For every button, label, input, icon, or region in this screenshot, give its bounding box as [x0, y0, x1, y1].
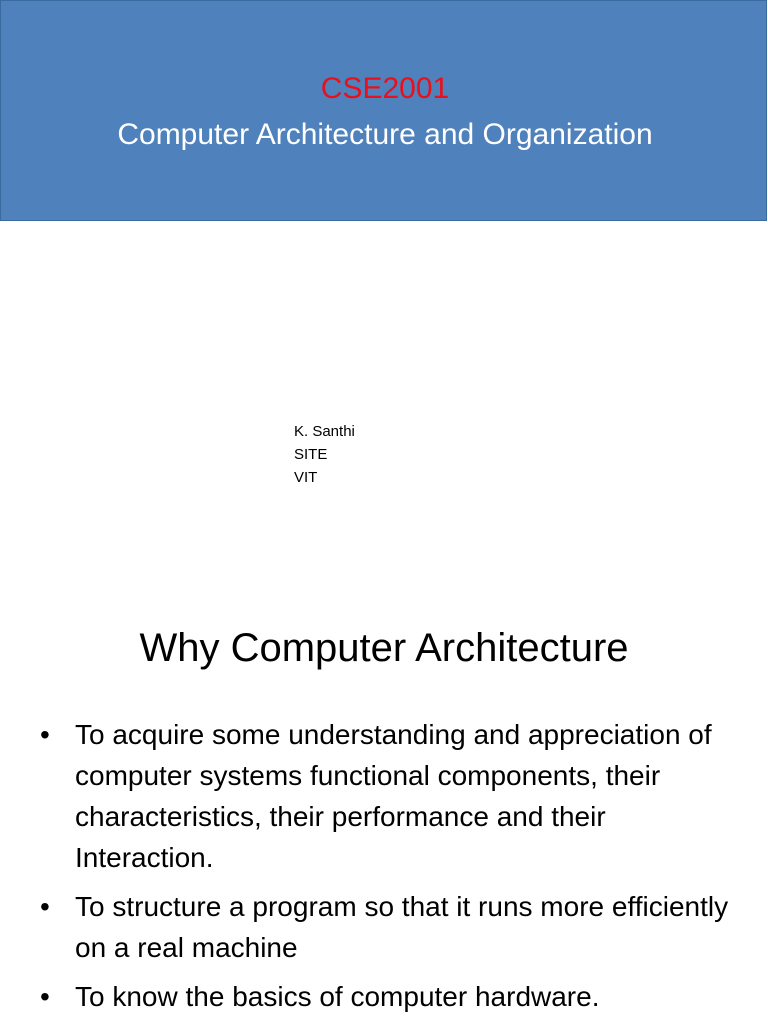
title-slide-header: [0, 0, 767, 221]
list-item: [40, 976, 740, 1017]
author-name: K. Santhi: [294, 423, 355, 440]
bullet-icon: •: [40, 891, 50, 922]
list-item: [40, 714, 740, 878]
bullet-icon: •: [40, 981, 50, 1012]
author-institution: VIT: [294, 469, 318, 486]
course-title: Computer Architecture and Organization: [117, 118, 653, 151]
slide-title: Why Computer Architecture: [139, 626, 629, 670]
bullet-text: To know the basics of computer hardware.: [75, 981, 600, 1012]
bullet-list: [40, 714, 740, 1024]
bullet-text: To acquire some understanding and appreciation of computer systems functional components, their characteristics, their performance and their Interaction.: [75, 719, 712, 873]
bullet-text: To structure a program so that it runs more efficiently on a real machine: [75, 891, 729, 963]
bullet-icon: •: [40, 719, 50, 750]
author-school: SITE: [294, 446, 328, 463]
list-item: [40, 886, 740, 968]
course-code: CSE2001: [320, 72, 450, 105]
author-block: [294, 420, 355, 489]
